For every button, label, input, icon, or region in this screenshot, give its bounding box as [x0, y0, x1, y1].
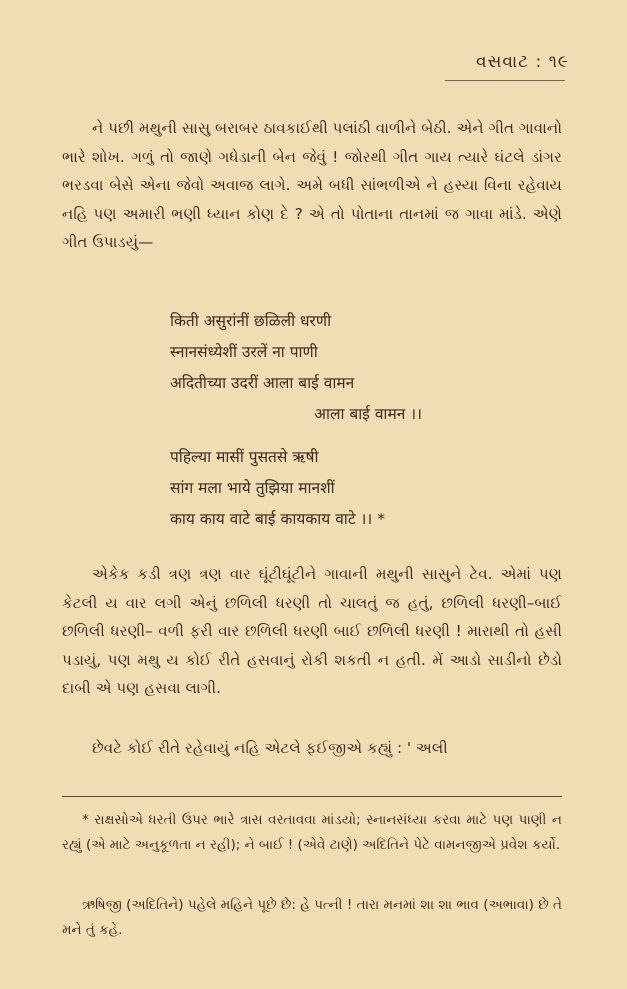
- running-head-rule: [445, 80, 565, 81]
- verse-line: स्नानसंध्येशीं उरलें ना पाणी: [170, 343, 318, 361]
- verse-line: काय काय वाटे बाई कायकाय वाटे ।। *: [170, 510, 385, 528]
- footnote-separator: [62, 796, 562, 797]
- paragraph-3-text: છેવટે કોઈ રીતે રહેવાયું નહિ એટલે ફઈજીએ કહ્યું : ' અલી: [92, 739, 448, 757]
- footnote-2: [62, 893, 562, 943]
- footnote-1-text: * રાક્ષસોએ ધરતી ઉપર ભારે ત્રાસ વરતાવવા માંડયો; સ્નાનસંધ્યા કરવા માટે પણ પાણી ન રહ્યું (એ માટે અનુકૂળતા ન રહી); ને બાઈ ! (એવે ટાણે) અદિતિને પેટે વામનજીએ પ્રવેશ કર્યો.: [62, 812, 562, 853]
- footnote-1: [62, 808, 562, 858]
- verse-line: पहिल्या मासीं पुसतसे ऋषी: [170, 448, 319, 466]
- footnote-2-text: ઋષિજી (અદિતિને) પહેલે મહિને પૂછે છે: હે પત્ની ! તારા મનમાં શા શા ભાવ (અભાવા) છે તે મને તું કહે.: [62, 897, 562, 938]
- paragraph-3: [62, 734, 562, 763]
- paragraph-2-text: એકેક કડી ત્રણ ત્રણ વાર ઘૂંટીઘૂંટીને ગાવાની મથુની સાસુને ટેવ. એમાં પણ કેટલી ય વાર લગી એનું છળિલી ધરણી તો ચાલતું જ હતું, છળિલી ધરણી–બાઈ છળિલી ધરણી– વળી ફરી વાર છળિલી ધરણી બાઈ છળિલી ધરણી ! મારાથી તો હસી પડાયું, પણ મથુ ય કોઈ રીતે હસવાનું રોકી શકતી ન હતી. મેં આડો સાડીનો છેડો દાબી એ પણ હસવા લાગી.: [62, 565, 562, 697]
- running-head: વસવાટ : ૧૯: [476, 52, 569, 72]
- paragraph-1-text: ને પછી મથુની સાસુ બરાબર ઠાવકાઈથી પલાંઠી વાળીને બેઠી. એને ગીત ગાવાનો ભારે શોખ. ગળું તો જાણે ગધેડાની બેન જેવું ! જોરથી ગીત ગાય ત્યારે ઘંટલે ડાંગર ભરડવા બેસે એના જેવો અવાજ લાગે. અમે બધી સાંભળીએ ને હસ્યા વિના રહેવાય નહિ પણ અમારી ભણી ધ્યાન કોણ દે ? એ તો પોતાના તાનમાં જ ગાવા માંડે. એણે ગીત ઉપાડયું—: [62, 119, 562, 251]
- verse-line: आला बाई वामन ।।: [314, 405, 422, 423]
- verse-stanza-2: [170, 442, 470, 535]
- verse-line: सांग मला भाये तुझिया मानशीं: [170, 479, 335, 497]
- verse-line: अदितीच्या उदरीं आला बाई वामन: [170, 374, 355, 392]
- verse-stanza-1: [170, 306, 470, 430]
- paragraph-2: [62, 560, 562, 703]
- verse-line: किती असुरांनीं छळिली धरणी: [170, 312, 332, 330]
- paragraph-1: [62, 114, 562, 257]
